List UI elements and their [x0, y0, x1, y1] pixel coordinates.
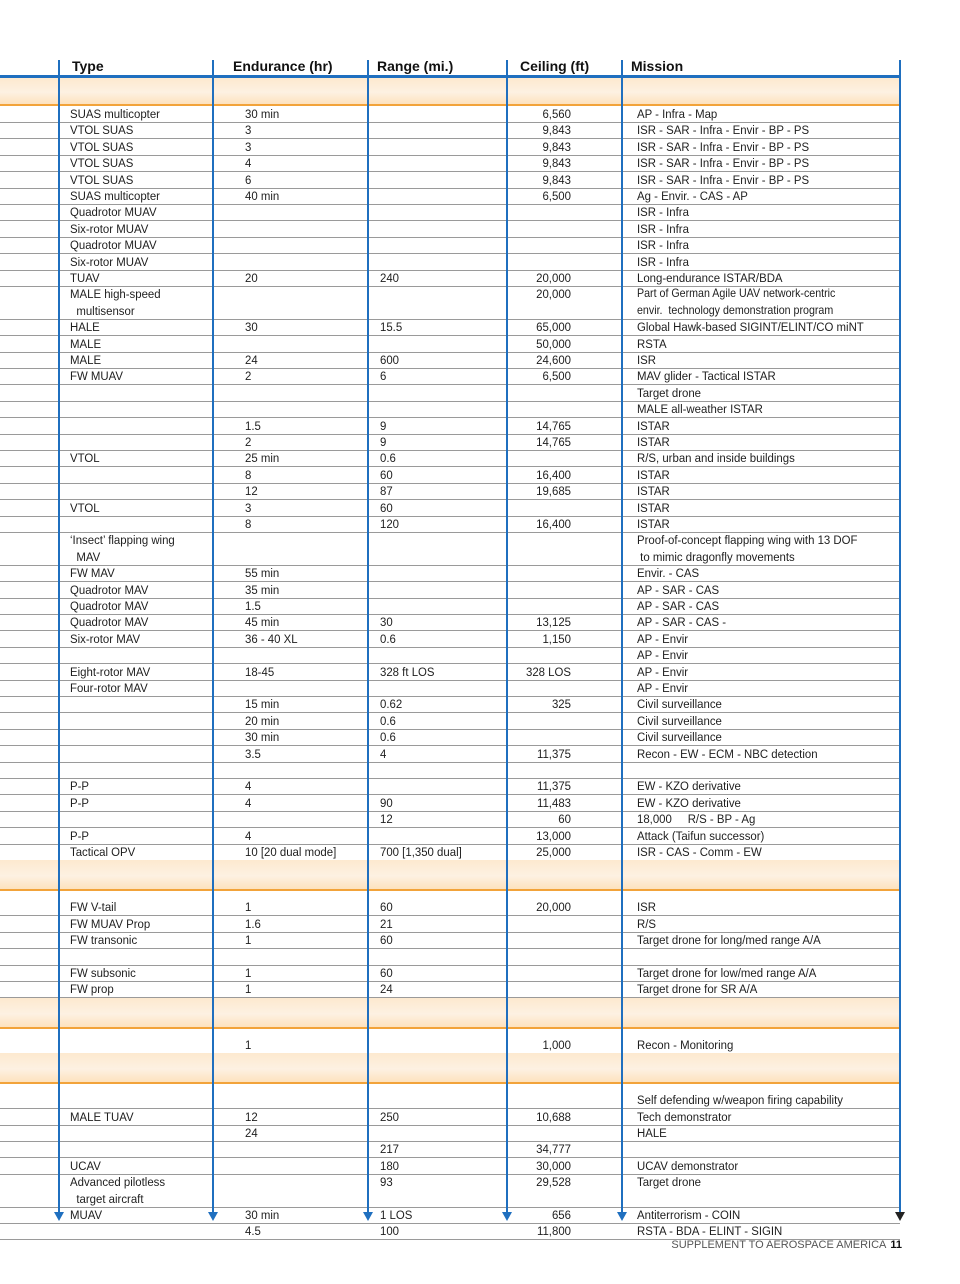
- mission-cell: AP - Infra - Map: [637, 107, 718, 121]
- column-divider: [899, 60, 901, 1212]
- type-cell: ‘Insect’ flapping wing: [70, 533, 175, 548]
- mission-cell: Target drone for SR A/A: [637, 982, 758, 997]
- range-cell: 217: [380, 1142, 400, 1157]
- row-divider: [0, 1141, 900, 1142]
- mission-cell: Target drone for low/med range A/A: [637, 966, 817, 980]
- mission-cell: ISR - SAR - Infra - Envir - BP - PS: [637, 172, 810, 187]
- ceiling-cell: 14,765: [536, 418, 571, 433]
- mission-cell: Target drone: [637, 385, 702, 400]
- row-divider: [0, 1125, 900, 1126]
- endurance-cell: 3: [245, 139, 252, 154]
- ceiling-cell: 50,000: [536, 336, 571, 351]
- ceiling-cell: 24,600: [536, 353, 571, 367]
- row-divider: [0, 778, 900, 779]
- type-cell: Six-rotor MUAV: [70, 254, 149, 269]
- ceiling-cell: 9,843: [542, 172, 571, 187]
- range-cell: 12: [380, 812, 393, 827]
- ceiling-cell: 11,483: [536, 795, 571, 810]
- row-divider: [0, 352, 900, 353]
- range-cell: 100: [380, 1224, 400, 1239]
- mission-cell: R/S, urban and inside buildings: [637, 451, 795, 466]
- section-band: [0, 998, 900, 1029]
- mission-cell: ISR - Infra: [637, 254, 689, 269]
- ceiling-cell: 30,000: [536, 1158, 571, 1173]
- column-arrow-icon: [208, 1212, 218, 1221]
- type-cell: MALE TUAV: [70, 1109, 134, 1124]
- mission-cell: Civil surveillance: [637, 697, 722, 712]
- type-cell: Quadrotor MAV: [70, 599, 149, 613]
- mission-cell: HALE: [637, 1126, 667, 1140]
- endurance-cell: 1.5: [245, 418, 261, 433]
- range-cell: 60: [380, 966, 393, 980]
- endurance-cell: 15 min: [245, 697, 280, 712]
- mission-cell: Antiterrorism - COIN: [637, 1208, 741, 1222]
- endurance-cell: 40 min: [245, 189, 280, 203]
- endurance-cell: 25 min: [245, 451, 280, 466]
- mission-cell: Global Hawk-based SIGINT/ELINT/CO miNT: [637, 320, 864, 335]
- mission-cell: Recon - EW - ECM - NBC detection: [637, 746, 818, 761]
- ceiling-cell: 29,528: [536, 1175, 571, 1190]
- range-cell: 700 [1,350 dual]: [380, 845, 462, 859]
- endurance-cell: 4: [245, 779, 252, 794]
- mission-cell: ISR - Infra: [637, 205, 689, 220]
- ceiling-cell: 328 LOS: [525, 664, 571, 679]
- endurance-cell: 10 [20 dual mode]: [245, 845, 337, 859]
- type-cell: P-P: [70, 795, 90, 810]
- endurance-cell: 3.5: [245, 746, 261, 761]
- page-footer: [640, 1239, 902, 1251]
- endurance-cell: 35 min: [245, 582, 280, 597]
- row-divider: [0, 1157, 900, 1158]
- row-divider: [0, 417, 900, 418]
- type-cell: Quadrotor MAV: [70, 615, 149, 630]
- endurance-cell: 4: [245, 828, 252, 843]
- type-cell: Quadrotor MUAV: [70, 238, 157, 253]
- endurance-cell: 1: [245, 900, 252, 915]
- row-divider: [0, 1108, 900, 1109]
- mission-cell: Long-endurance ISTAR/BDA: [637, 271, 783, 285]
- ceiling-cell: 20,000: [536, 287, 571, 302]
- row-divider: [0, 516, 900, 517]
- row-divider: [0, 401, 900, 402]
- endurance-cell: 1: [245, 966, 252, 980]
- ceiling-cell: 11,375: [536, 746, 571, 761]
- section-band: [0, 860, 900, 891]
- endurance-cell: 8: [245, 467, 252, 482]
- type-cell: VTOL: [70, 500, 100, 515]
- endurance-cell: 12: [245, 484, 258, 499]
- range-cell: 60: [380, 900, 393, 915]
- endurance-cell: 1: [245, 982, 252, 997]
- mission-cell: Attack (Taifun successor): [637, 828, 765, 843]
- mission-cell: MALE all-weather ISTAR: [637, 402, 763, 417]
- row-divider: [0, 948, 900, 949]
- ceiling-cell: 6,560: [542, 107, 571, 121]
- mission-cell: ISTAR: [637, 418, 670, 433]
- mission-cell: Self defending w/weapon firing capability: [637, 1093, 843, 1108]
- endurance-cell: 45 min: [245, 615, 280, 630]
- range-cell: 60: [380, 500, 393, 515]
- mission-cell-cont: to mimic dragonfly movements: [637, 549, 795, 564]
- type-cell: Advanced pilotless: [70, 1175, 166, 1190]
- column-arrow-icon: [502, 1212, 512, 1221]
- type-cell: VTOL SUAS: [70, 139, 134, 154]
- row-divider: [0, 729, 900, 730]
- ceiling-cell: 60: [558, 812, 571, 827]
- mission-cell: ISR - SAR - Infra - Envir - BP - PS: [637, 156, 810, 171]
- mission-cell: UCAV demonstrator: [637, 1158, 739, 1173]
- range-cell: 0.6: [380, 631, 396, 646]
- mission-cell: Target drone for long/med range A/A: [637, 933, 821, 948]
- header-range: Range (mi.): [377, 58, 454, 74]
- type-cell: FW V-tail: [70, 900, 117, 915]
- row-divider: [0, 712, 900, 713]
- mission-cell: AP - SAR - CAS: [637, 582, 720, 597]
- range-cell: 4: [380, 746, 387, 761]
- header-ceiling: Ceiling (ft): [520, 58, 590, 74]
- mission-cell: Proof-of-concept flapping wing with 13 DOF: [637, 533, 858, 548]
- mission-cell: EW - KZO derivative: [637, 795, 741, 810]
- type-cell: HALE: [70, 320, 100, 335]
- mission-cell: AP - Envir: [637, 681, 689, 695]
- column-arrow-icon: [54, 1212, 64, 1221]
- row-divider: [0, 811, 900, 812]
- mission-cell: Part of German Agile UAV network-centric: [637, 287, 836, 301]
- endurance-cell: 30: [245, 320, 258, 335]
- endurance-cell: 55 min: [245, 566, 280, 581]
- range-cell: 0.6: [380, 713, 396, 728]
- mission-cell-cont: envir. technology demonstration program: [637, 303, 834, 317]
- ceiling-cell: 325: [551, 697, 571, 712]
- endurance-cell: 1.5: [245, 599, 261, 613]
- page-number: 11: [890, 1239, 902, 1251]
- ceiling-cell: 6,500: [542, 189, 571, 203]
- ceiling-cell: 20,000: [536, 271, 571, 285]
- ceiling-cell: 14,765: [536, 435, 571, 449]
- ceiling-cell: 19,685: [536, 484, 571, 499]
- range-cell: 6: [380, 369, 387, 384]
- type-cell: VTOL: [70, 451, 100, 466]
- mission-cell: AP - Envir: [637, 648, 689, 663]
- mission-cell: ISR: [637, 353, 657, 367]
- range-cell: 250: [380, 1109, 400, 1124]
- endurance-cell: 2: [245, 369, 252, 384]
- mission-cell: ISR - Infra: [637, 238, 689, 253]
- type-cell-cont: multisensor: [70, 303, 135, 318]
- range-cell: 240: [380, 271, 400, 285]
- mission-cell: AP - Envir: [637, 664, 689, 679]
- ceiling-cell: 20,000: [536, 900, 571, 915]
- column-arrow-icon: [363, 1212, 373, 1221]
- mission-cell: ISTAR: [637, 467, 670, 482]
- range-cell: 15.5: [380, 320, 403, 335]
- endurance-cell: 20 min: [245, 713, 280, 728]
- type-cell: Four-rotor MAV: [70, 681, 148, 695]
- mission-cell: Tech demonstrator: [637, 1109, 732, 1124]
- column-divider: [506, 60, 508, 1212]
- ceiling-cell: 16,400: [536, 467, 571, 482]
- type-cell: Six-rotor MUAV: [70, 221, 149, 236]
- row-divider: [0, 647, 900, 648]
- mission-cell: EW - KZO derivative: [637, 779, 741, 794]
- column-arrow-icon: [617, 1212, 627, 1221]
- row-divider: [0, 384, 900, 385]
- type-cell: P-P: [70, 779, 90, 794]
- endurance-cell: 36 - 40 XL: [245, 631, 298, 646]
- mission-cell: ISTAR: [637, 435, 670, 449]
- row-divider: [0, 762, 900, 763]
- mission-cell: Ag - Envir. - CAS - AP: [637, 189, 748, 203]
- range-cell: 9: [380, 435, 387, 449]
- type-cell: P-P: [70, 828, 90, 843]
- mission-cell: RSTA: [637, 336, 667, 351]
- section-band: [0, 1053, 900, 1084]
- range-cell: 180: [380, 1158, 400, 1173]
- type-cell: FW transonic: [70, 933, 138, 948]
- endurance-cell: 24: [245, 353, 258, 367]
- type-cell: MALE: [70, 353, 102, 367]
- mission-cell: ISTAR: [637, 500, 670, 515]
- column-arrow-icon: [895, 1212, 905, 1221]
- endurance-cell: 30 min: [245, 730, 280, 745]
- range-cell: 120: [380, 517, 400, 531]
- mission-cell: AP - SAR - CAS: [637, 599, 720, 613]
- row-divider: [0, 981, 900, 982]
- endurance-cell: 30 min: [245, 1208, 280, 1222]
- ceiling-cell: 34,777: [536, 1142, 571, 1157]
- ceiling-cell: 9,843: [542, 139, 571, 154]
- range-cell: 9: [380, 418, 387, 433]
- endurance-cell: 6: [245, 172, 252, 187]
- ceiling-cell: 6,500: [542, 369, 571, 384]
- range-cell: 60: [380, 933, 393, 948]
- mission-cell: MAV glider - Tactical ISTAR: [637, 369, 776, 384]
- type-cell: Quadrotor MUAV: [70, 205, 157, 220]
- mission-cell: ISR - Infra: [637, 221, 689, 236]
- type-cell: VTOL SUAS: [70, 123, 134, 138]
- type-cell: UCAV: [70, 1158, 101, 1173]
- endurance-cell: 24: [245, 1126, 258, 1140]
- mission-cell: ISTAR: [637, 517, 670, 531]
- column-divider: [58, 60, 60, 1212]
- range-cell: 24: [380, 982, 393, 997]
- endurance-cell: 1.6: [245, 916, 261, 931]
- type-cell: Tactical OPV: [70, 845, 136, 859]
- mission-cell: Civil surveillance: [637, 713, 722, 728]
- type-cell: FW MAV: [70, 566, 115, 581]
- type-cell-cont: target aircraft: [70, 1191, 144, 1206]
- row-divider: [0, 696, 900, 697]
- range-cell: 0.6: [380, 451, 396, 466]
- type-cell: MALE: [70, 336, 102, 351]
- endurance-cell: 3: [245, 500, 252, 515]
- ceiling-cell: 65,000: [536, 320, 571, 335]
- ceiling-cell: 9,843: [542, 156, 571, 171]
- header-mission: Mission: [631, 58, 684, 74]
- range-cell: 90: [380, 795, 393, 810]
- range-cell: 30: [380, 615, 393, 630]
- range-cell: 93: [380, 1175, 393, 1190]
- column-divider: [212, 60, 214, 1212]
- type-cell: Quadrotor MAV: [70, 582, 149, 597]
- endurance-cell: 4: [245, 795, 252, 810]
- ceiling-cell: 25,000: [536, 845, 571, 859]
- type-cell: FW MUAV Prop: [70, 916, 151, 931]
- column-divider: [367, 60, 369, 1212]
- mission-cell: ISTAR: [637, 484, 670, 499]
- row-divider: [0, 483, 900, 484]
- column-divider: [621, 60, 623, 1212]
- endurance-cell: 1: [245, 933, 252, 948]
- ceiling-cell: 1,150: [542, 631, 571, 646]
- mission-cell: R/S: [637, 916, 657, 931]
- type-cell: Six-rotor MAV: [70, 631, 141, 646]
- mission-cell: ISR - SAR - Infra - Envir - BP - PS: [637, 123, 810, 138]
- type-cell: SUAS multicopter: [70, 189, 160, 203]
- row-divider: [0, 434, 900, 435]
- ceiling-cell: 16,400: [536, 517, 571, 531]
- row-divider: [0, 1207, 900, 1208]
- row-divider: [0, 794, 900, 795]
- type-cell: MUAV: [70, 1208, 103, 1222]
- row-divider: [0, 466, 900, 467]
- mission-cell: AP - Envir: [637, 631, 689, 646]
- type-cell: FW prop: [70, 982, 114, 997]
- mission-cell: ISR: [637, 900, 657, 915]
- type-cell: TUAV: [70, 271, 100, 285]
- ceiling-cell: 11,800: [536, 1224, 571, 1239]
- mission-cell: Target drone: [637, 1175, 702, 1190]
- endurance-cell: 2: [245, 435, 252, 449]
- ceiling-cell: 13,125: [536, 615, 571, 630]
- mission-cell: RSTA - BDA - ELINT - SIGIN: [637, 1224, 783, 1239]
- type-cell: VTOL SUAS: [70, 172, 134, 187]
- endurance-cell: 18-45: [245, 664, 275, 679]
- type-cell: VTOL SUAS: [70, 156, 134, 171]
- range-cell: 328 ft LOS: [380, 664, 435, 679]
- row-divider: [0, 335, 900, 336]
- type-cell: MALE high-speed: [70, 287, 161, 302]
- endurance-cell: 30 min: [245, 107, 280, 121]
- range-cell: 60: [380, 467, 393, 482]
- range-cell: 0.6: [380, 730, 396, 745]
- mission-cell: 18,000 R/S - BP - Ag: [637, 812, 756, 827]
- mission-cell: ISR - CAS - Comm - EW: [637, 845, 762, 859]
- range-cell: 21: [380, 916, 393, 931]
- endurance-cell: 12: [245, 1109, 258, 1124]
- ceiling-cell: 13,000: [536, 828, 571, 843]
- header-type: Type: [72, 58, 104, 74]
- mission-cell: AP - SAR - CAS -: [637, 615, 727, 630]
- endurance-cell: 4.5: [245, 1224, 261, 1239]
- type-cell: SUAS multicopter: [70, 107, 160, 121]
- mission-cell: ISR - SAR - Infra - Envir - BP - PS: [637, 139, 810, 154]
- endurance-cell: 8: [245, 517, 252, 531]
- ceiling-cell: 10,688: [536, 1109, 571, 1124]
- section-band: [0, 78, 900, 106]
- range-cell: 87: [380, 484, 393, 499]
- ceiling-cell: 656: [551, 1208, 571, 1222]
- row-divider: [0, 827, 900, 828]
- type-cell: FW subsonic: [70, 966, 136, 980]
- row-divider: [0, 499, 900, 500]
- mission-cell: Civil surveillance: [637, 730, 722, 745]
- type-cell-cont: MAV: [70, 549, 101, 564]
- mission-cell: Recon - Monitoring: [637, 1037, 734, 1052]
- row-divider: [0, 565, 900, 566]
- range-cell: 1 LOS: [380, 1208, 413, 1222]
- endurance-cell: 20: [245, 271, 258, 285]
- endurance-cell: 1: [245, 1037, 252, 1052]
- endurance-cell: 4: [245, 156, 252, 171]
- ceiling-cell: 1,000: [542, 1037, 571, 1052]
- range-cell: 600: [380, 353, 400, 367]
- ceiling-cell: 9,843: [542, 123, 571, 138]
- ceiling-cell: 11,375: [536, 779, 571, 794]
- header-endurance: Endurance (hr): [233, 58, 333, 74]
- footer-publication: SUPPLEMENT TO AEROSPACE AMERICA: [671, 1239, 887, 1251]
- endurance-cell: 3: [245, 123, 252, 138]
- range-cell: 0.62: [380, 697, 403, 712]
- mission-cell: Envir. - CAS: [637, 566, 700, 581]
- type-cell: FW MUAV: [70, 369, 123, 384]
- type-cell: Eight-rotor MAV: [70, 664, 151, 679]
